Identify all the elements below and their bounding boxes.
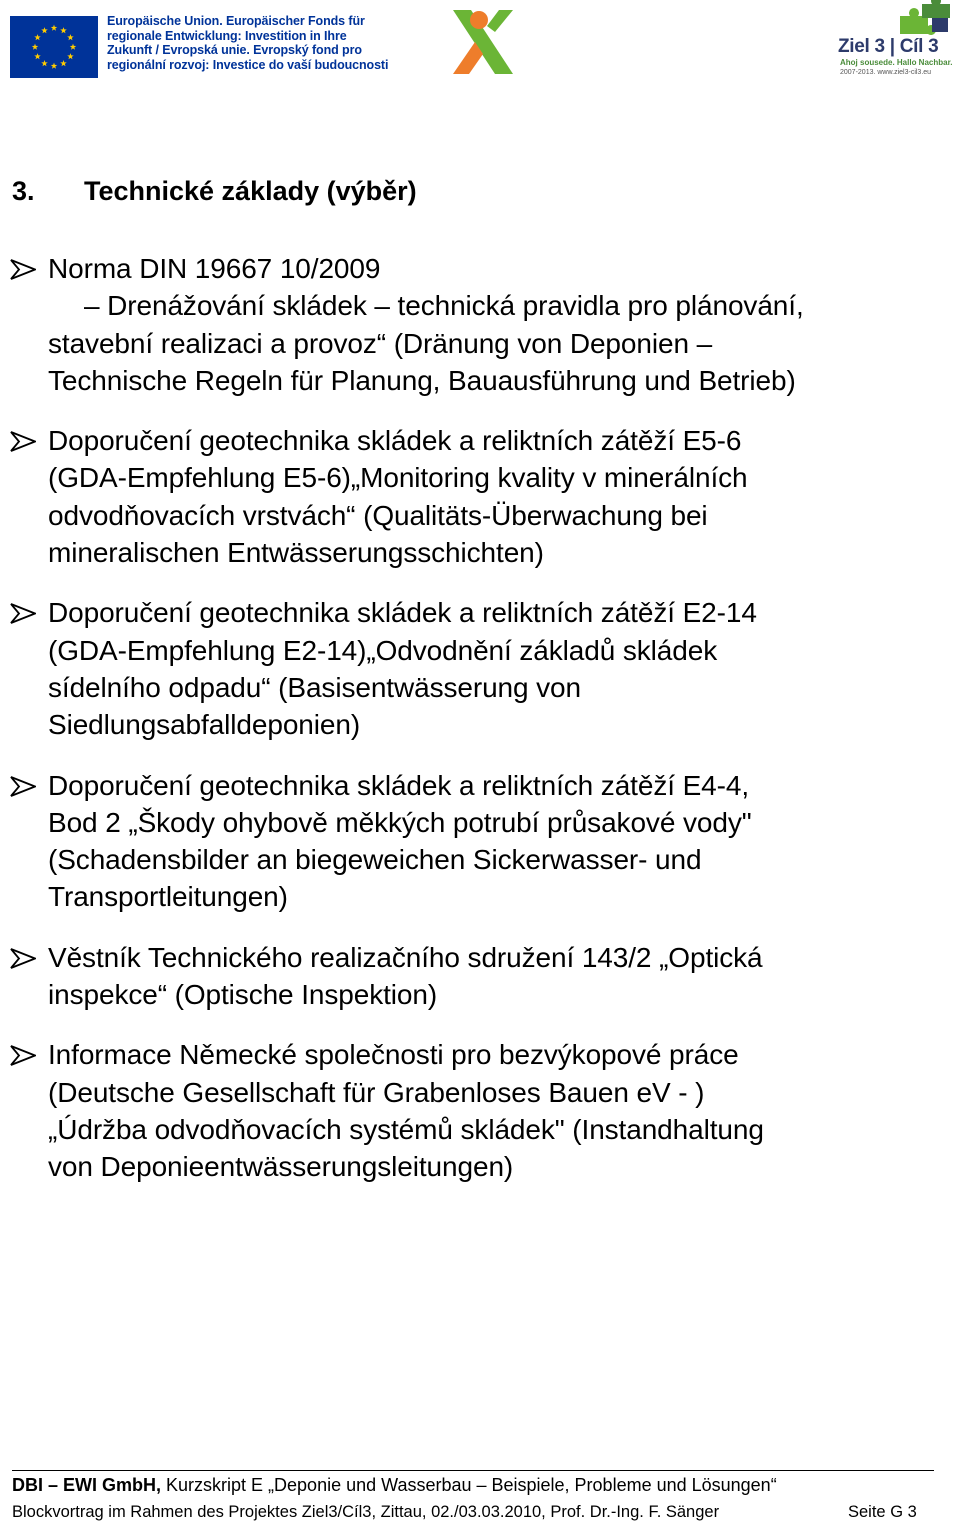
list-item-line: (GDA-Empfehlung E5-6)„Monitoring kvality v minerálních xyxy=(48,462,748,494)
list-item-line: odvodňovacích vrstvách“ (Qualitäts-Überwachung bei xyxy=(48,499,708,531)
ziel3-logo xyxy=(830,0,955,82)
ziel-tagline: Ahoj sousede. Hallo Nachbar. xyxy=(840,58,953,67)
list-item-line: Bod 2 „Škody ohybově měkkých potrubí průsakové vody" xyxy=(48,806,752,838)
eu-text-line: Europäische Union. Europäischer Fonds für xyxy=(107,14,365,28)
eu-text-line: regionale Entwicklung: Investition in Ihre xyxy=(107,28,347,43)
ziel-title: Ziel 3 | Cíl 3 xyxy=(838,36,939,57)
arrow-bullet-icon xyxy=(10,776,36,797)
list-item-line: Norma DIN 19667 10/2009 xyxy=(48,253,381,284)
eu-text-line: regionální rozvoj: Investice do vaší budoucnosti xyxy=(107,57,389,72)
list-item-line: sídelního odpadu“ (Basisentwässerung von xyxy=(48,671,582,703)
ziel-years: 2007-2013. www.ziel3-cil3.eu xyxy=(840,69,932,76)
eu-flag-logo xyxy=(10,16,98,78)
eu-funding-text xyxy=(107,14,397,72)
list-item-line: von Deponieentwässerungsleitungen) xyxy=(48,1151,514,1183)
list-item-line: mineralischen Entwässerungsschichten) xyxy=(48,537,544,569)
page-header xyxy=(0,0,960,95)
arrow-bullet-icon xyxy=(10,1045,36,1066)
puzzle-icon xyxy=(892,0,954,36)
list-item-line: „Údržba odvodňovacích systémů skládek" (Instandhaltung xyxy=(48,1113,764,1145)
page-number: Seite G 3 xyxy=(848,1503,917,1521)
list-item-line: Věstník Technického realizačního sdružení 143/2 „Optická xyxy=(48,941,763,973)
arrow-bullet-icon xyxy=(10,603,36,624)
section-number: 3. xyxy=(12,176,35,206)
list-item-line: Informace Německé společnosti pro bezvýkopové práce xyxy=(48,1039,739,1071)
list-item xyxy=(0,1036,960,1185)
list-item-line: Siedlungsabfalldeponien) xyxy=(48,709,361,741)
list-item-line: – Drenážování skládek – technická pravidla pro plánování, xyxy=(84,290,804,322)
section-title: Technické základy (výběr) xyxy=(84,176,417,206)
list-item xyxy=(0,250,960,399)
list-item-line: (Deutsche Gesellschaft für Grabenloses Bauen eV - ) xyxy=(48,1076,705,1108)
list-item-line: Doporučení geotechnika skládek a reliktních zátěží E4-4, xyxy=(48,769,750,801)
list-item-line: (Schadensbilder an biegeweichen Sickerwasser- und xyxy=(48,844,702,876)
eu-text-line: Zukunft / Evropská unie. Evropský fond pro xyxy=(107,43,362,57)
footer-script: Kurzskript E „Deponie und Wasserbau – Beispiele, Probleme und Lösungen“ xyxy=(161,1475,777,1495)
reference-list xyxy=(0,250,960,1209)
list-item-line: Transportleitungen) xyxy=(48,881,288,913)
footer-line-2 xyxy=(12,1503,917,1522)
list-item xyxy=(0,939,960,1014)
list-item-line: Doporučení geotechnika skládek a reliktních zátěží E5-6 xyxy=(48,425,742,457)
list-item xyxy=(0,767,960,916)
arrow-bullet-icon xyxy=(10,431,36,452)
footer-line-1 xyxy=(12,1475,777,1496)
list-item xyxy=(0,422,960,571)
list-item-line: Technische Regeln für Planung, Bauausführung und Betrieb) xyxy=(48,364,796,396)
list-item-line: Doporučení geotechnika skládek a reliktních zátěží E2-14 xyxy=(48,597,757,629)
footer-org: DBI – EWI GmbH, xyxy=(12,1475,162,1495)
list-item xyxy=(0,594,960,743)
arrow-bullet-icon xyxy=(10,259,36,280)
arrow-bullet-icon xyxy=(10,948,36,969)
footer-divider xyxy=(12,1470,934,1471)
cross-border-x-logo xyxy=(447,4,519,80)
section-heading xyxy=(12,176,417,207)
footer-lecture: Blockvortrag im Rahmen des Projektes Ziel3/Cíl3, Zittau, 02./03.03.2010, Prof. Dr.-Ing. F. Sänger xyxy=(12,1503,720,1521)
list-item-line: stavební realizaci a provoz“ (Dränung von Deponien – xyxy=(48,327,713,359)
list-item-line: (GDA-Empfehlung E2-14)„Odvodnění základů skládek xyxy=(48,634,718,666)
list-item-line: inspekce“ (Optische Inspektion) xyxy=(48,979,438,1011)
